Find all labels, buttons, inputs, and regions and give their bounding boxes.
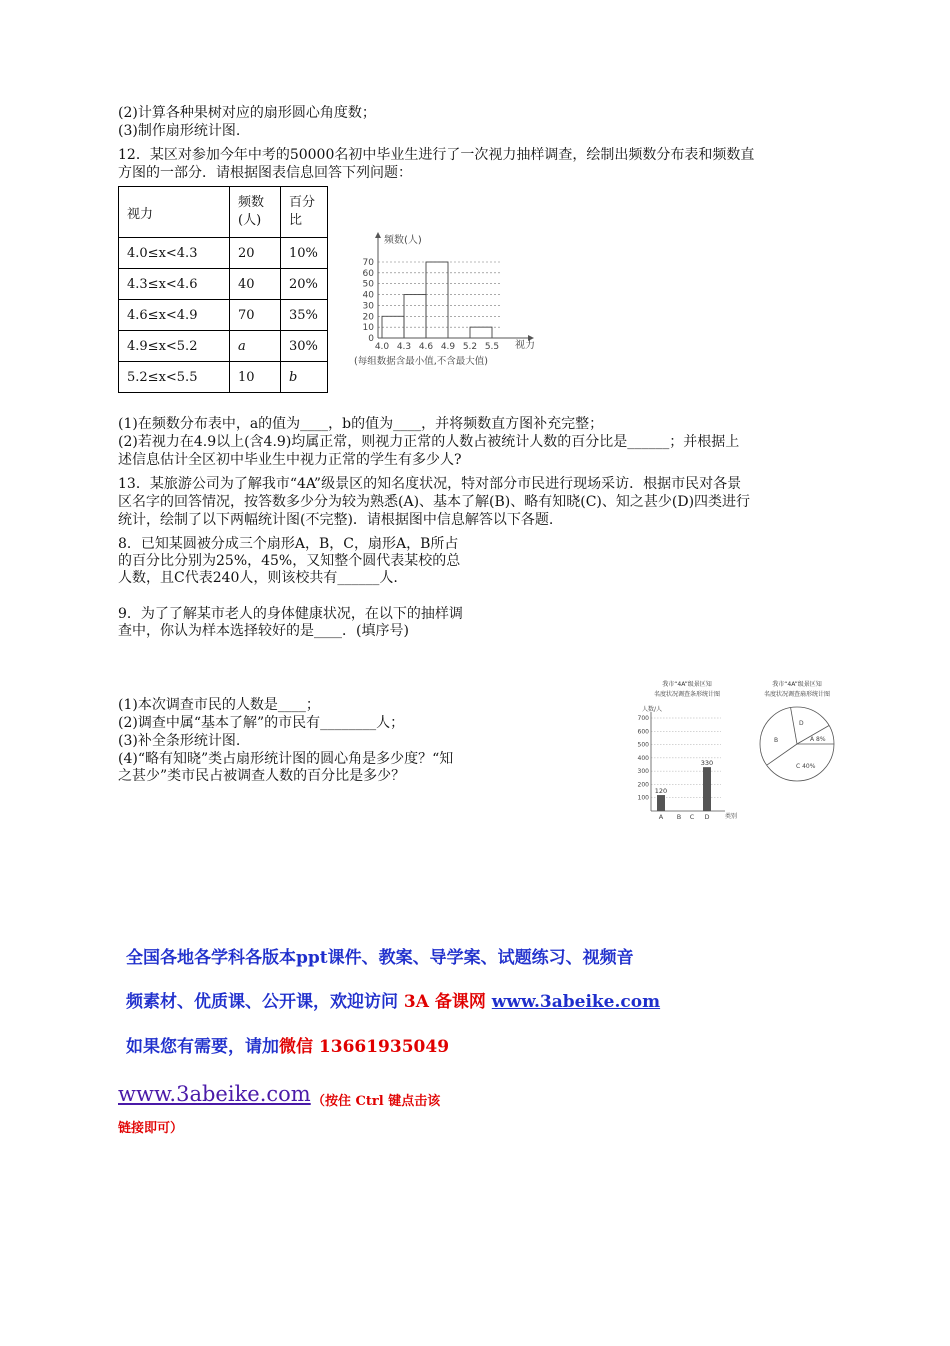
bar-y-tick: 300 [637,768,649,776]
bar-value-label: 330 [700,759,714,768]
table-cell: 4.0≤x<4.3 [119,238,230,269]
histogram-ylabel: 频数(人) [384,235,422,246]
question-13-line3: 统计，绘制了以下两幅统计图(不完整)．请根据图中信息解答以下各题. [118,512,554,528]
histogram-bar [426,262,448,338]
histogram-y-tick: 70 [362,258,374,268]
pie-slice-divider [767,744,797,765]
text-line: (3)制作扇形统计图. [118,123,241,139]
ad-line3-text: 如果您有需要，请加 [126,1037,279,1057]
ad-line2 [126,987,660,1012]
histogram-x-tick: 4.0 [374,342,390,352]
pie-slice-label-b: B [774,737,779,744]
bar-y-tick: 400 [637,754,649,762]
question-13-part4: (4)“略有知晓”类占扇形统计图的圆心角是多少度？“知之甚少”类市民占被调查人数的百分比是多少？ [118,751,454,784]
table-cell: 20 [230,238,281,269]
histogram-x-tick: 4.3 [396,342,412,352]
question-13-line1: 13．某旅游公司为了解我市“4A”级景区的知名度状况，特对部分市民进行现场采访．根据市民对各景 [118,476,742,492]
ad-line1: 全国各地各学科各版本ppt课件、教案、导学案、试题练习、视频音 [126,948,634,968]
bar-y-tick: 200 [637,781,649,789]
bar-value-label: 120 [654,787,668,796]
table-row [119,300,328,331]
pie-slice-label-c: C 40% [796,763,816,770]
table-cell: 35% [281,300,328,331]
histogram-y-tick: 0 [368,334,374,344]
table-header: 百分比 [281,187,328,238]
pie-slice-divider [791,708,797,744]
awareness-bar-chart [625,678,745,823]
table-cell: 4.3≤x<4.6 [119,269,230,300]
table-cell: 40 [230,269,281,300]
ad-site-link[interactable]: www.3abeike.com [491,992,661,1012]
histogram-note: (每组数据含最小值,不含最大值) [354,356,488,367]
y-axis-arrow [375,232,381,238]
bar-mark [657,795,665,811]
table-cell: 10 [230,362,281,393]
histogram-y-tick: 50 [362,279,374,290]
bar-x-tick: A [658,813,664,821]
question-13-part1: (1)本次调查市民的人数是____； [118,697,320,713]
histogram-y-tick: 40 [362,290,374,301]
ad-line3 [126,1032,449,1057]
table-row [119,269,328,300]
bar-chart-xlabel: 类别 [725,813,738,820]
histogram-bar [470,327,492,338]
histogram-x-tick: 4.6 [418,342,434,352]
table-row [119,362,328,393]
histogram-x-tick: 4.9 [440,342,456,352]
question-12-line1: 12．某区对参加今年中考的50000名初中毕业生进行了一次视力抽样调查，绘制出频数分布表和频数直 [118,147,755,163]
question-13-line2: 区名字的回答情况，按答数多少分为较为熟悉(A)、基本了解(B)、略有知晓(C)、知之甚少(D)四类进行 [118,494,751,510]
pie-slice-label-d: D [799,720,804,727]
bar-y-tick: 500 [637,741,649,749]
histogram-y-tick: 30 [362,301,374,312]
bar-y-tick: 100 [637,794,649,802]
question-12-part2-line2: 述信息估计全区初中毕业生中视力正常的学生有多少人? [118,452,462,468]
question-12-part1: (1)在频数分布表中，a的值为____，b的值为____，并将频数直方图补充完整； [118,416,604,432]
bar-x-tick: D [704,813,710,821]
table-cell: 70 [230,300,281,331]
table-row [119,331,328,362]
ad-site-name: 3A 备课网 [403,992,492,1012]
table-cell: a [230,331,281,362]
bottom-site-link[interactable]: www.3abeike.com [118,1082,311,1106]
question-9: 9．为了了解某市老人的身体健康状况，在以下的抽样调查中，你认为样本选择较好的是____．(填序号) [118,606,463,639]
bar-y-tick: 600 [637,728,649,736]
bar-chart-title-line1: 我市“4A”级景区知 [662,681,712,688]
pie-slice-label-a: A 8% [810,736,826,743]
table-cell: 4.6≤x<4.9 [119,300,230,331]
pie-chart-title-line1: 我市“4A”级景区知 [772,681,822,688]
histogram-x-tick: 5.5 [484,342,500,352]
awareness-pie-chart [752,678,842,788]
histogram-x-tick: 5.2 [462,342,478,352]
histogram-y-tick: 10 [362,323,374,334]
question-13-part2: (2)调查中属“基本了解”的市民有________人； [118,715,405,731]
table-cell: b [281,362,328,393]
pie-chart-title-line2: 名度状况调查扇形统计图 [763,691,831,698]
bar-chart-ylabel: 人数/人 [642,706,663,713]
text-line: (2)计算各种果树对应的扇形圆心角度数； [118,105,376,121]
table-header: 频数(人) [230,187,281,238]
bar-chart-title-line2: 名度状况调查条形统计图 [653,691,721,698]
ctrl-click-note: （按住 Ctrl 键点击该 [312,1094,441,1109]
histogram-y-tick: 60 [362,268,374,279]
histogram-xlabel: 视力 [515,340,535,351]
histogram-y-tick: 20 [362,312,374,323]
histogram-bar [382,316,404,338]
table-cell: 10% [281,238,328,269]
question-12-part2-line1: (2)若视力在4.9以上(含4.9)均属正常，则视力正常的人数占被统计人数的百分比是______；并根据上 [118,434,740,450]
bar-x-tick: B [676,813,682,821]
question-12-line2: 方图的一部分．请根据图表信息回答下列问题： [118,165,412,181]
bar-y-tick: 700 [637,715,649,722]
ad-wechat: 微信 13661935049 [279,1037,450,1057]
table-cell: 5.2≤x<5.5 [119,362,230,393]
ctrl-click-note-end: 链接即可） [118,1121,184,1136]
table-header: 视力 [119,187,230,238]
bar-x-tick: C [689,813,695,821]
table-cell: 4.9≤x<5.2 [119,331,230,362]
bar-mark [703,767,711,811]
table-cell: 30% [281,331,328,362]
frequency-table [118,186,328,393]
table-row [119,238,328,269]
vision-histogram [350,232,550,372]
question-8: 8．已知某圆被分成三个扇形A，B，C，扇形A，B所占的百分比分别为25%，45%，又知整个圆代表某校的总人数，且C代表240人，则该校共有______人. [118,536,461,586]
table-cell: 20% [281,269,328,300]
question-13-part3: (3)补全条形统计图. [118,733,241,749]
ad-line2-text: 频素材、优质课、公开课，欢迎访问 [126,992,404,1012]
